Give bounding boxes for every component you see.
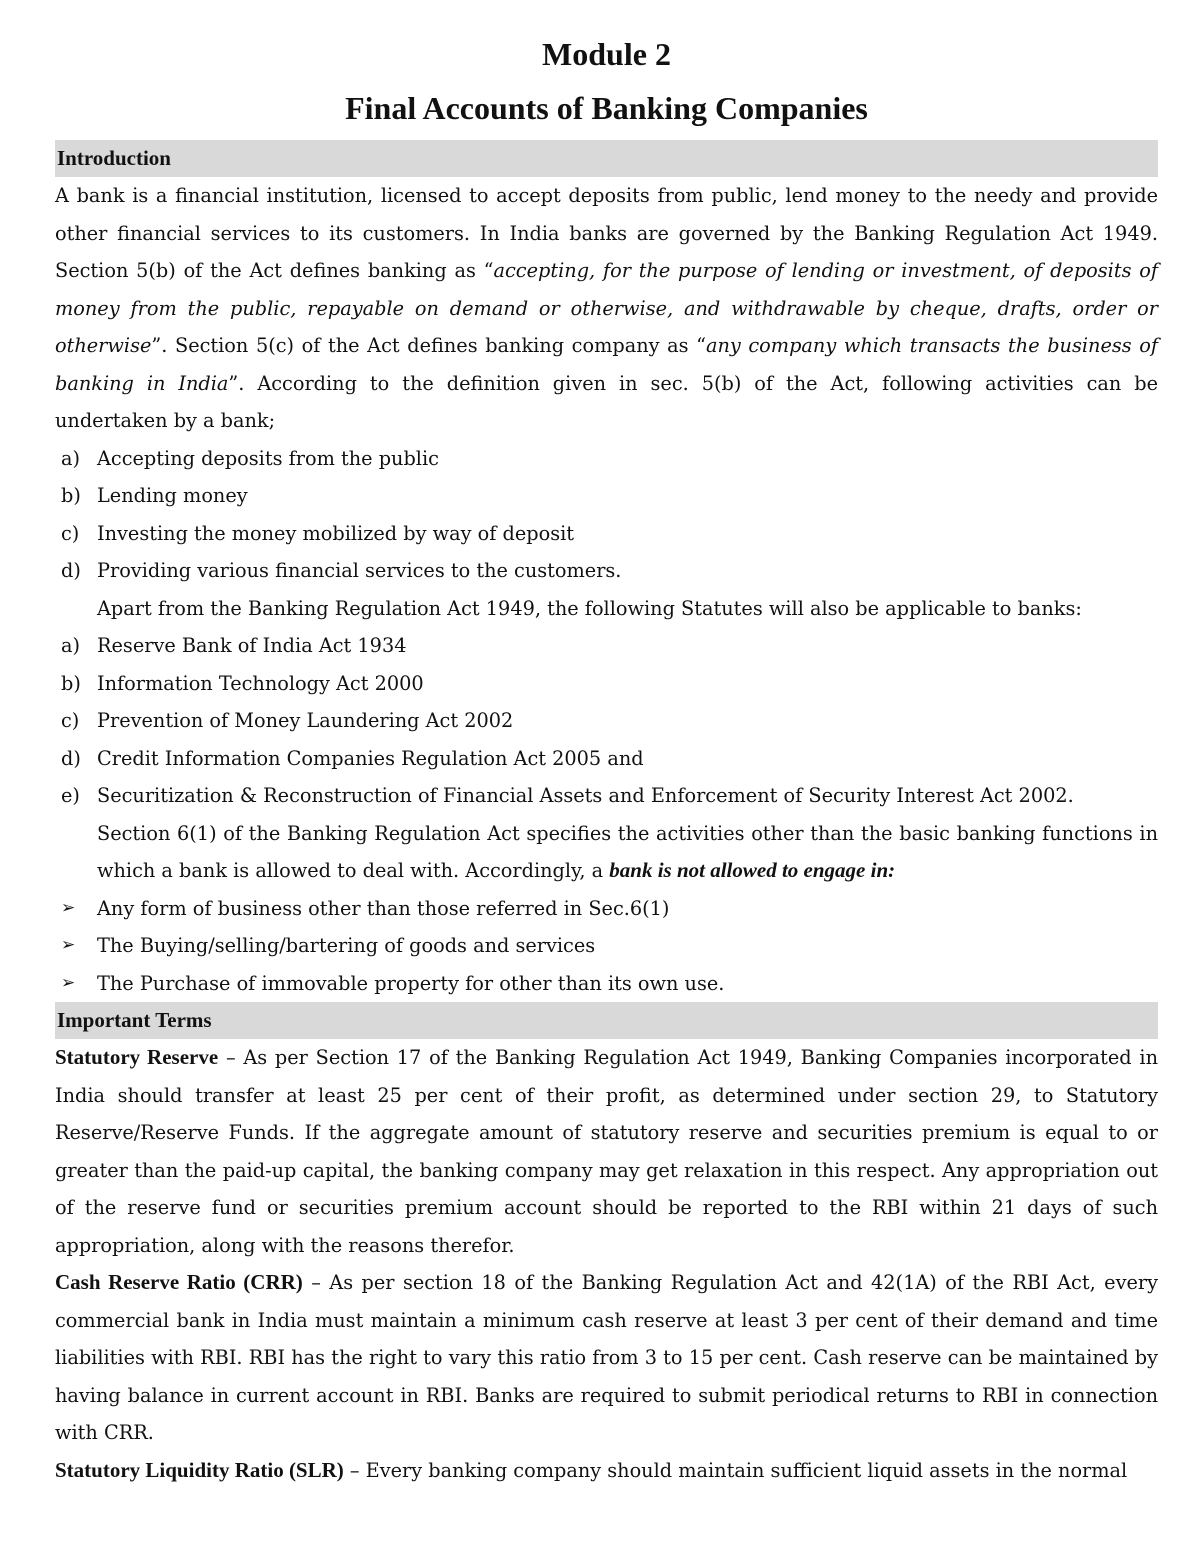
list-item: d) Providing various financial services to the customers. (61, 559, 622, 582)
section-heading-important-terms: Important Terms (55, 1002, 1158, 1039)
document-page (55, 28, 1158, 1489)
list-item: a) Reserve Bank of India Act 1934 (61, 634, 407, 657)
list-item: d) Credit Information Companies Regulation Act 2005 and (61, 746, 644, 770)
list-item: ➢ Any form of business other than those referred in Sec.6(1) (55, 890, 1158, 928)
activities-list (55, 440, 1158, 590)
list-item: e) Securitization & Reconstruction of Financial Assets and Enforcement of Security Interest Act 2002. (61, 784, 1074, 807)
list-item: ➢ The Purchase of immovable property for other than its own use. (55, 965, 1158, 1003)
list-item: a) Accepting deposits from the public (61, 446, 439, 470)
list-item: c) Investing the money mobilized by way of deposit (61, 521, 575, 545)
list-item: b) Lending money (61, 484, 248, 507)
section6-paragraph: Section 6(1) of the Banking Regulation Act specifies the activities other than the basic banking functions in which a bank is allowed to deal with. Accordingly, a bank is not allowed to engage in: (97, 821, 1158, 882)
statutes-list (55, 627, 1158, 815)
prohibited-list (55, 890, 1158, 1003)
section-heading-introduction: Introduction (55, 140, 1158, 177)
module-title: Module 2 (542, 36, 671, 72)
document-title: Final Accounts of Banking Companies (345, 90, 868, 126)
arrow-bullet-icon: ➢ (61, 897, 76, 918)
term-statutory-liquidity-ratio: Statutory Liquidity Ratio (SLR) – Every banking company should maintain sufficient liquid assets in the normal (55, 1457, 1128, 1482)
arrow-bullet-icon: ➢ (61, 935, 76, 955)
list-item: c) Prevention of Money Laundering Act 2002 (61, 709, 514, 732)
intro-paragraph: A bank is a financial institution, licensed to accept deposits from public, lend money to the needy and provide other financial services to its customers. In India banks are governed by the Banking Regulation Act 1949. Section 5(b) of the Act defines banking as “accepting, for the purpose of lending or investment, of deposits of money from the public, repayable on demand or otherwise, and withdrawable by cheque, drafts, order or otherwise”. Section 5(c) of the Act defines banking company as “any company which transacts the business of banking in India”. According to the definition given in sec. 5(b) of the Act, following activities can be undertaken by a bank; (55, 184, 1159, 432)
arrow-bullet-icon: ➢ (61, 972, 76, 993)
list-item: ➢ The Buying/selling/bartering of goods and services (55, 927, 1158, 965)
list-item: b) Information Technology Act 2000 (61, 671, 424, 695)
statutes-intro: Apart from the Banking Regulation Act 1949, the following Statutes will also be applicable to banks: (97, 596, 1082, 620)
term-statutory-reserve: Statutory Reserve – As per Section 17 of the Banking Regulation Act 1949, Banking Companies incorporated in India should transfer at least 25 per cent of their profit, as determined under section 29, to Statutory Reserve/Reserve Funds. If the aggregate amount of statutory reserve and securities premium is equal to or greater than the paid-up capital, the banking company may get relaxation in this respect. Any appropriation out of the reserve fund or securities premium account should be reported to the RBI within 21 days of such appropriation, along with the reasons therefor. (55, 1045, 1158, 1257)
term-cash-reserve-ratio: Cash Reserve Ratio (CRR) – As per section 18 of the Banking Regulation Act and 42(1A) of the RBI Act, every commercial bank in India must maintain a minimum cash reserve at least 3 per cent of their demand and time liabilities with RBI. RBI has the right to vary this ratio from 3 to 15 per cent. Cash reserve can be maintained by having balance in current account in RBI. Banks are required to submit periodical returns to RBI in connection with CRR. (55, 1270, 1158, 1444)
